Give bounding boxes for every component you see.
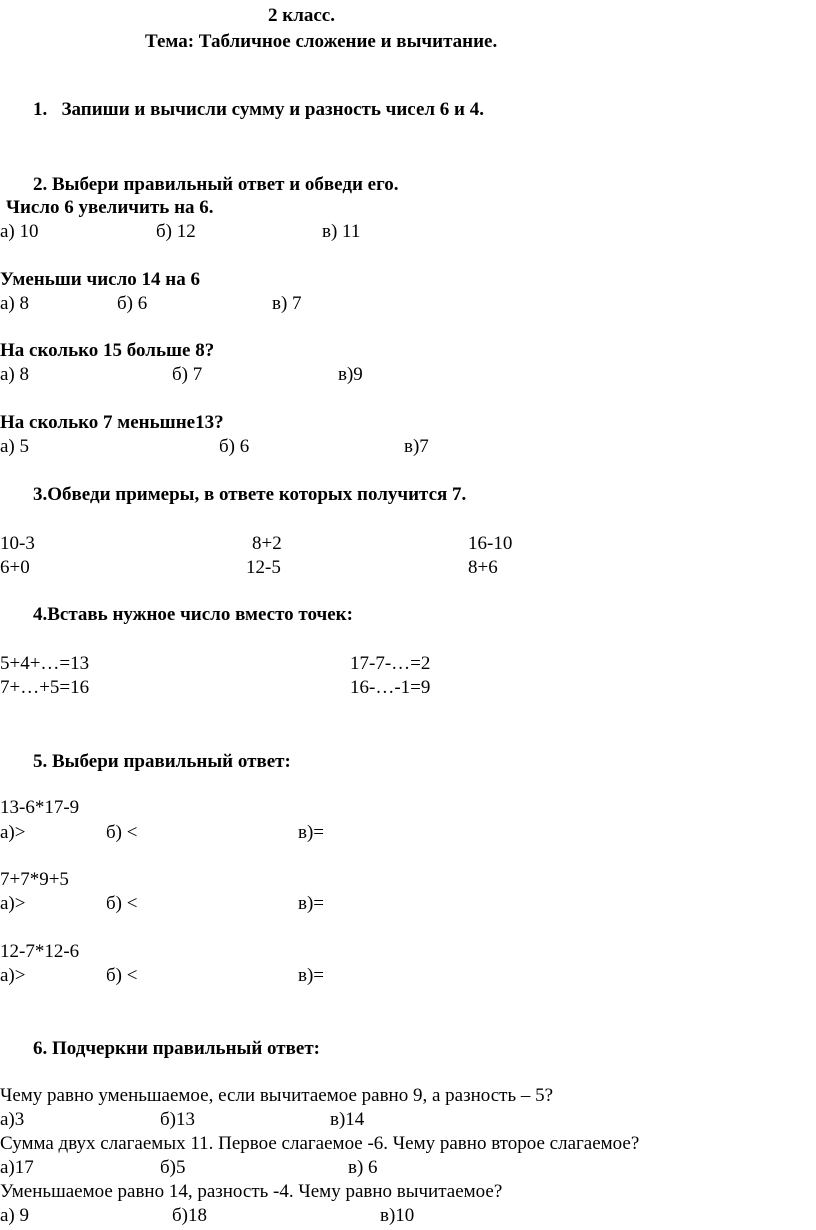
task6-q2-option-c: в) 6 [348, 1157, 378, 1178]
task2-q2-option-c: в) 7 [272, 293, 302, 314]
task3-example: 16-10 [468, 533, 513, 554]
task2-q4-option-a: а) 5 [0, 436, 30, 457]
task5-e2-option-b: б) < [106, 893, 138, 914]
task6-question-2: Сумма двух слагаемых 11. Первое слагаемое -6. Чему равно второе слагаемое? [0, 1133, 640, 1154]
task4-equation: 17-7-…=2 [350, 653, 431, 674]
task6-q2-option-a: а)17 [0, 1157, 34, 1178]
task2-title: 2. Выбери правильный ответ и обведи его. [33, 174, 399, 195]
task5-e2-option-c: в)= [298, 893, 325, 914]
task6-q1-option-a: а)3 [0, 1109, 25, 1130]
task3-example: 12-5 [246, 557, 281, 578]
task4-equation: 5+4+…=13 [0, 653, 90, 674]
task2-question-1: Число 6 увеличить на 6. [6, 197, 214, 218]
task2-q1-option-b: б) 12 [156, 221, 196, 242]
task2-q1-option-a: а) 10 [0, 221, 39, 242]
task6-q3-option-a: а) 9 [0, 1205, 30, 1226]
task2-question-4: На сколько 7 меньшне13? [0, 412, 224, 433]
topic-heading: Тема: Табличное сложение и вычитание. [145, 31, 498, 52]
task2-q4-option-b: б) 6 [219, 436, 250, 457]
task6-q3-option-b: б)18 [172, 1205, 207, 1226]
task5-expression-3: 12-7*12-6 [0, 941, 80, 962]
task6-question-3: Уменьшаемое равно 14, разность -4. Чему равно вычитаемое? [0, 1181, 503, 1202]
task5-e3-option-b: б) < [106, 965, 138, 986]
task2-q3-option-b: б) 7 [172, 364, 203, 385]
task5-e2-option-a: а)> [0, 893, 26, 914]
task5-e3-option-a: а)> [0, 965, 26, 986]
task2-q3-option-c: в)9 [338, 364, 363, 385]
task4-equation: 16-…-1=9 [350, 677, 431, 698]
task5-expression-2: 7+7*9+5 [0, 869, 69, 890]
task2-q3-option-a: а) 8 [0, 364, 30, 385]
task2-q2-option-b: б) 6 [117, 293, 148, 314]
task2-question-2: Уменьши число 14 на 6 [0, 269, 200, 290]
task6-q3-option-c: в)10 [380, 1205, 415, 1226]
task6-q1-option-b: б)13 [160, 1109, 195, 1130]
task5-e3-option-c: в)= [298, 965, 325, 986]
task6-question-1: Чему равно уменьшаемое, если вычитаемое равно 9, а разность – 5? [0, 1085, 554, 1106]
task3-example: 8+6 [468, 557, 498, 578]
task6-title: 6. Подчеркни правильный ответ: [33, 1038, 320, 1059]
task3-example: 10-3 [0, 533, 35, 554]
task5-e1-option-b: б) < [106, 822, 138, 843]
grade-heading: 2 класс. [268, 5, 335, 26]
task3-example: 6+0 [0, 557, 30, 578]
task5-e1-option-a: а)> [0, 822, 26, 843]
task5-title: 5. Выбери правильный ответ: [33, 751, 291, 772]
task6-q1-option-c: в)14 [330, 1109, 365, 1130]
task2-q1-option-c: в) 11 [322, 221, 361, 242]
task3-example: 8+2 [252, 533, 282, 554]
task2-question-3: На сколько 15 больше 8? [0, 340, 215, 361]
task2-q4-option-c: в)7 [404, 436, 429, 457]
task1-title: 1. Запиши и вычисли сумму и разность чисел 6 и 4. [33, 99, 484, 120]
task4-equation: 7+…+5=16 [0, 677, 90, 698]
task4-title: 4.Вставь нужное число вместо точек: [33, 604, 353, 625]
task5-expression-1: 13-6*17-9 [0, 797, 80, 818]
task3-title: 3.Обведи примеры, в ответе которых получится 7. [33, 484, 467, 505]
task5-e1-option-c: в)= [298, 822, 325, 843]
task6-q2-option-b: б)5 [160, 1157, 186, 1178]
task2-q2-option-a: а) 8 [0, 293, 30, 314]
